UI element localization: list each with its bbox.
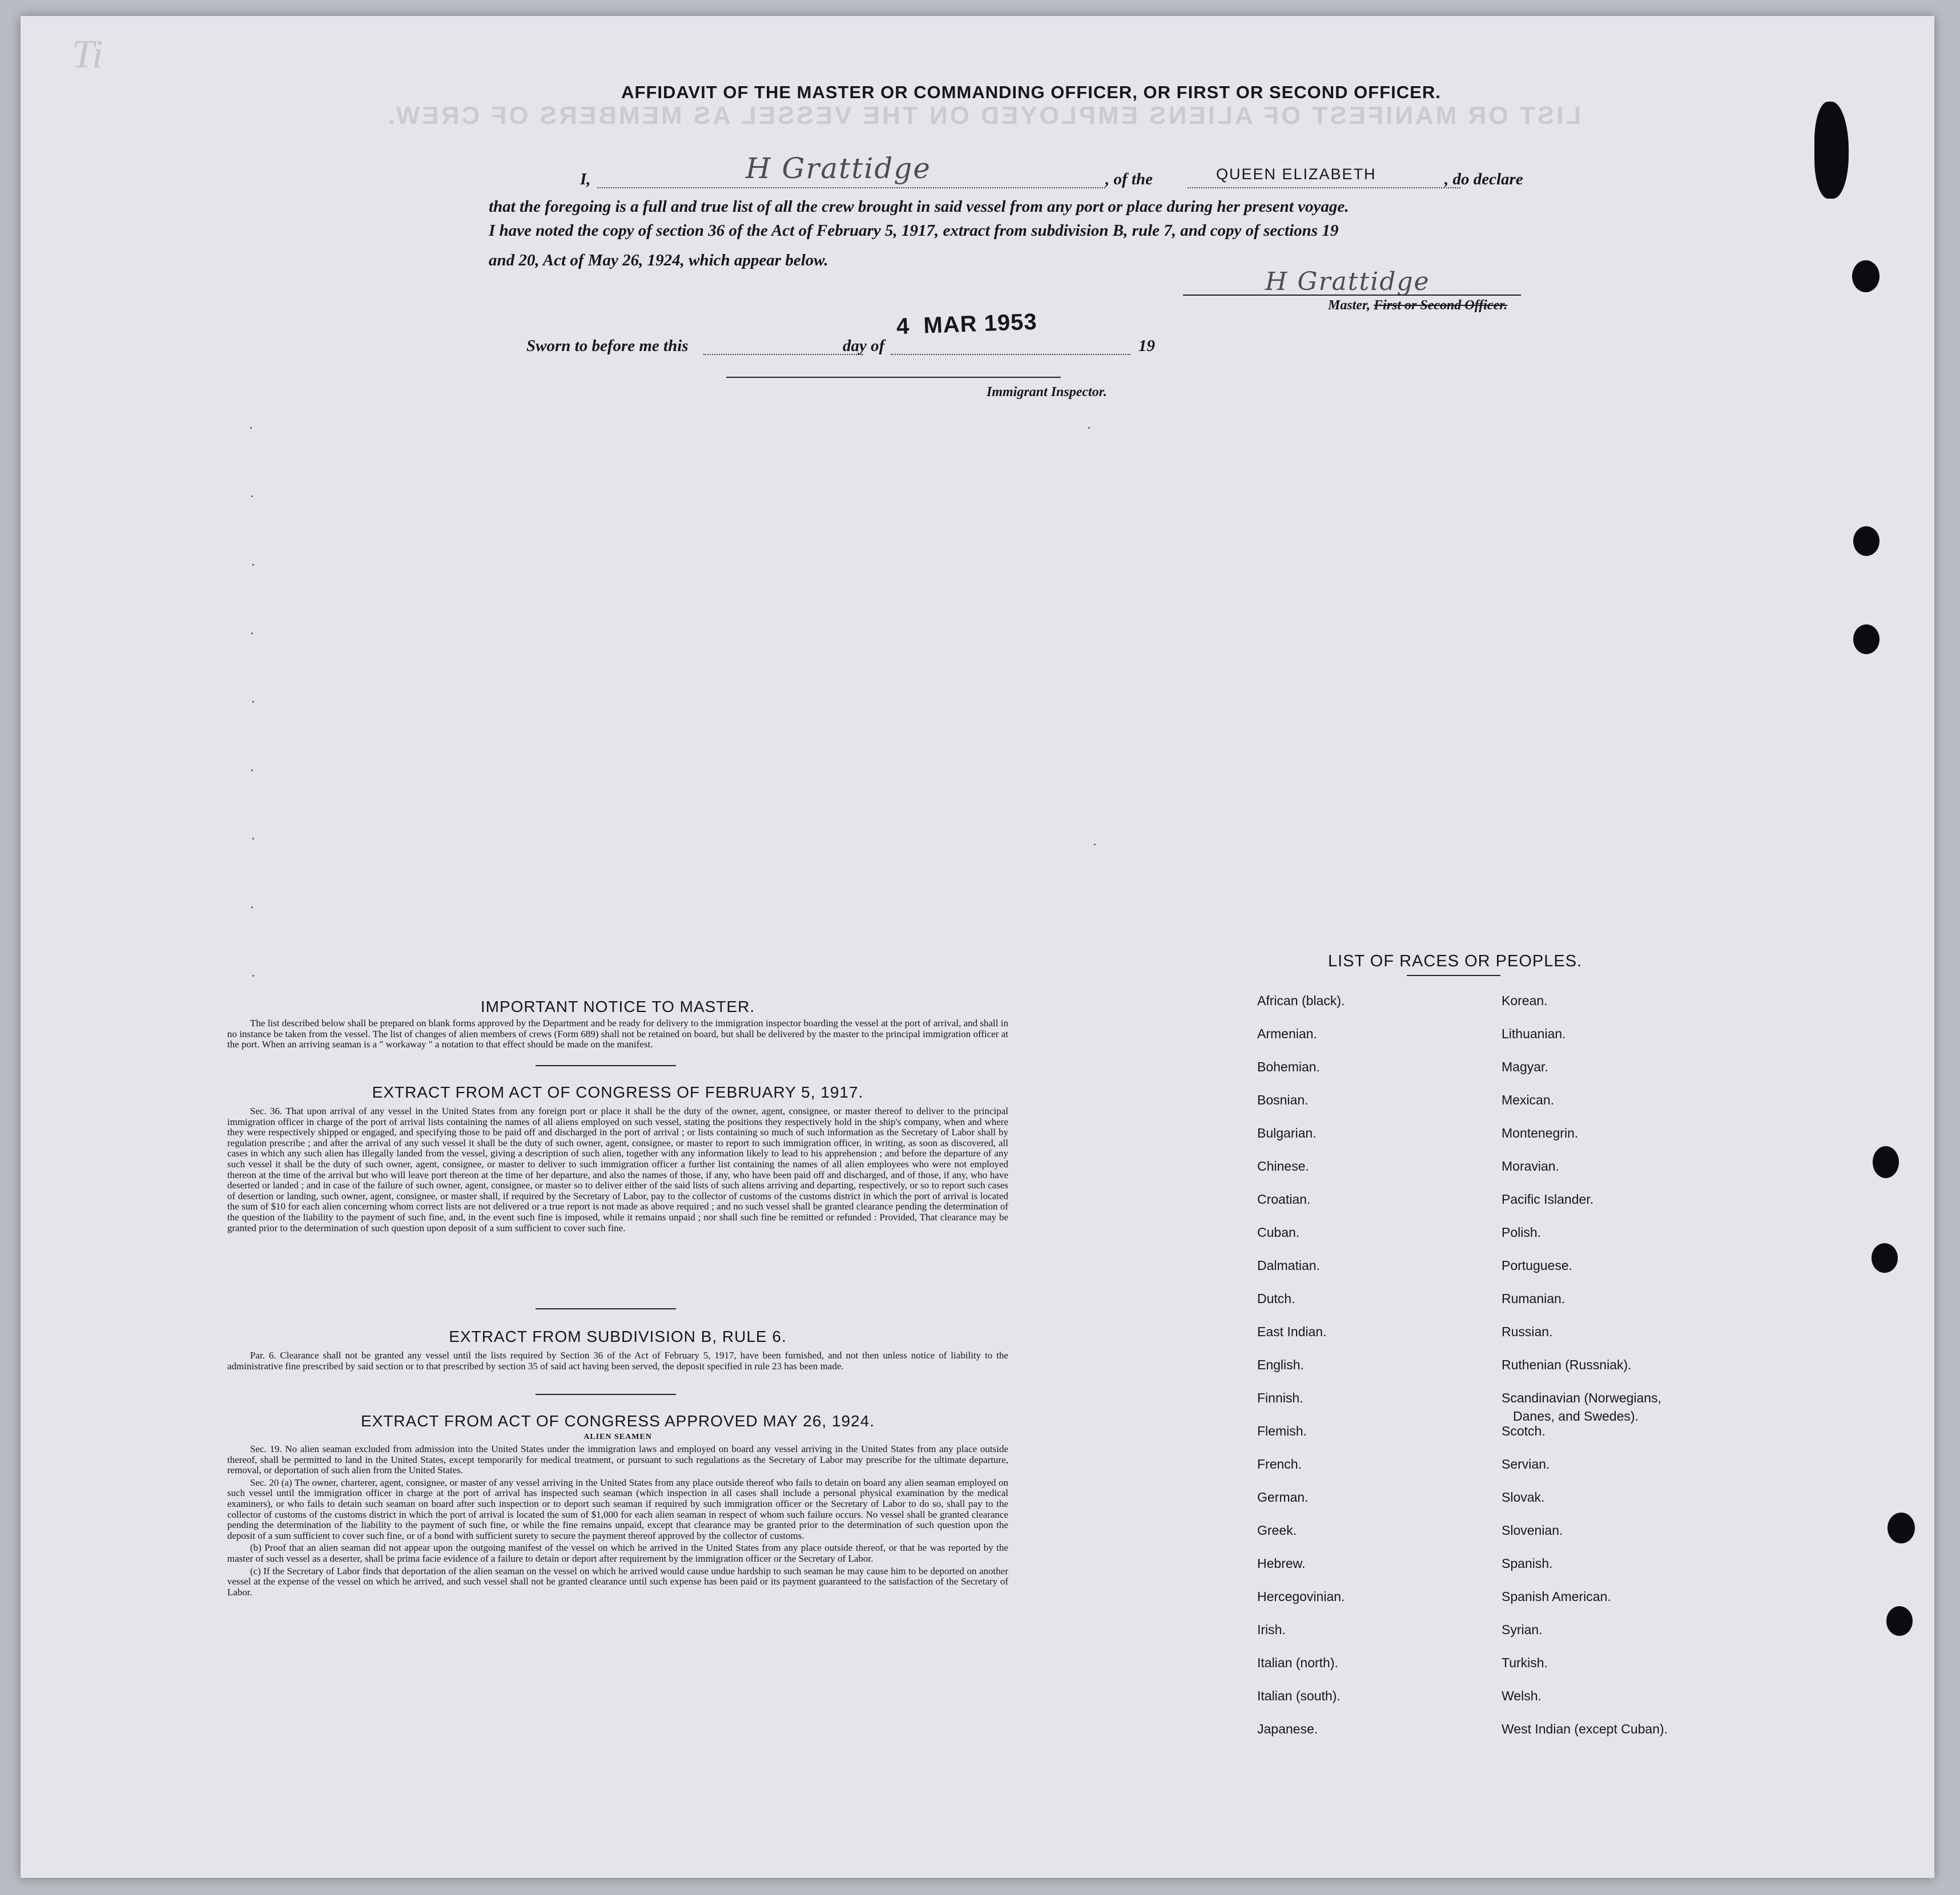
race-item: Moravian. <box>1502 1159 1559 1174</box>
race-item: Syrian. <box>1502 1622 1543 1637</box>
race-item: Bulgarian. <box>1257 1126 1317 1140</box>
punch-hole <box>1886 1606 1913 1636</box>
speck <box>252 564 254 566</box>
race-item: Slovak. <box>1502 1490 1545 1505</box>
sec-19-text: Sec. 19. No alien seaman excluded from admission into the United States under the immigration laws and employed on board any vessel arriving in the United States from any place outside thereof, shall be permitted to land in the United States, except temporarily for medical treatment, or pursuant to such regulations as the Secretary of Labor may prescribe for the ultimate departure, removal, or deportation of such alien from the United States. <box>227 1444 1008 1476</box>
speck <box>252 701 254 703</box>
inspector-label: Immigrant Inspector. <box>987 385 1107 400</box>
race-item: Russian. <box>1502 1324 1553 1339</box>
race-item: Hebrew. <box>1257 1556 1306 1571</box>
vessel-line <box>1188 187 1460 188</box>
punch-hole <box>1853 624 1879 654</box>
speck <box>251 769 253 771</box>
punch-hole <box>1872 1243 1898 1273</box>
race-item: Magyar. <box>1502 1059 1548 1074</box>
affidavit-line-4: and 20, Act of May 26, 1924, which appear below. <box>489 251 828 269</box>
race-item: Croatian. <box>1257 1192 1311 1207</box>
speck <box>1088 427 1090 429</box>
document-page <box>21 16 1934 1878</box>
affidavit-i-label: I, <box>580 170 591 188</box>
master-title-label <box>1328 298 1507 313</box>
sec-20a-text: Sec. 20 (a) The owner, charterer, agent, consignee, or master of any vessel arriving in the United States from any place outside thereof who fails to detain on board any alien seaman employed on such vessel until the immigration officer in charge at the port of arrival has inspected such seaman (which inspection in all cases shall include a personal physical examination by the medical examiners), or who fails to detain such seaman on board after such inspection or to deport such seaman if required by such immigration officer or the Secretary of Labor to do so, shall pay to the collector of customs of the customs district in which the port of arrival is located the sum of $1,000 for each alien seaman in respect of whom such failure occurs. No vessel shall be granted clearance pending the determination of the liability to the payment of such fine, or while the fine remains unpaid, except that clearance may be granted prior to the determination of such question upon the deposit of a sum sufficient to cover such fine, or of a bond with sufficient surety to secure the payment thereof approved by the collector of customs. <box>227 1477 1008 1541</box>
speck <box>252 975 254 977</box>
race-item: Greek. <box>1257 1523 1297 1538</box>
sworn-month-line <box>891 354 1130 355</box>
master-name-line <box>597 187 1105 188</box>
master-name-signature: H Grattidge <box>746 152 931 185</box>
speck <box>251 495 253 497</box>
extract-1917-text: Sec. 36. That upon arrival of any vessel in the United States from any foreign port or place it shall be the duty of the owner, agent, consignee, or master thereof to deliver to the principal immigration officer in charge of the port of arrival lists containing the names of all aliens employed on such vessel, stating the positions they respectively hold in the ship's company, when and where they were respectively shipped or engaged, and specifying those to be paid off and discharged in the port of arrival ; or lists containing so much of such information as the Secretary of Labor shall by regulation prescribe ; and after the arrival of any such vessel it shall be the duty of such owner, agent, consignee, or master to report to such immigration officer, in writing, as soon as discovered, all cases in which any such alien has illegally landed from the vessel, giving a description of such alien, together with any information likely to lead to his apprehension ; and before the departure of any such vessel it shall be the duty of such owner, agent, consignee, or master to deliver to such immigration officer a further list containing the names of all alien employees who were not employed thereon at the time of the arrival but who will leave port thereon at the time of her departure, and also the names of those, if any, who have been paid off and discharged, and of those, if any, who have deserted or landed ; and in case of the failure of such owner, agent, consignee, or master so to deliver either of the said lists of such aliens arriving and departing, respectively, or so to report such cases of desertion or landing, such owner, agent, consignee, or master shall, if required by the Secretary of Labor, pay to the collector of customs of the customs district in which the port of arrival is located the sum of $10 for each alien concerning whom correct lists are not delivered or a true report is not made as above required ; and no such vessel shall be granted clearance pending the determination of the question of the liability to the payment of such fine, and, in the event such fine is imposed, while it remains unpaid ; nor shall such fine be remitted or refunded : Provided, That clearance may be granted prior to the determination of such question upon deposit of a sum sufficient to cover such fine. <box>227 1106 1008 1233</box>
race-item: Portuguese. <box>1502 1258 1573 1273</box>
race-item: Bosnian. <box>1257 1092 1309 1107</box>
punch-hole <box>1887 1513 1915 1543</box>
race-item: Italian (north). <box>1257 1655 1338 1670</box>
race-item: West Indian (except Cuban). <box>1502 1721 1668 1736</box>
day-of-label: day of <box>843 337 885 355</box>
speck <box>1094 844 1096 845</box>
year-suffix: 19 <box>1138 337 1155 355</box>
race-item: African (black). <box>1257 993 1345 1008</box>
race-item: Hercegovinian. <box>1257 1589 1345 1604</box>
race-item: Slovenian. <box>1502 1523 1563 1538</box>
master-struck-label: First or Second Officer. <box>1374 298 1508 313</box>
speck <box>251 906 253 908</box>
extract-1924-title: EXTRACT FROM ACT OF CONGRESS APPROVED MAY 26, 1924. <box>360 1412 875 1430</box>
inspector-signature-line <box>726 377 1061 378</box>
divider-3 <box>536 1394 676 1395</box>
extract-1924-subtitle: ALIEN SEAMEN <box>583 1433 652 1441</box>
of-the-label: , of the <box>1105 170 1153 188</box>
race-item: Mexican. <box>1502 1092 1555 1107</box>
sworn-day-line <box>703 354 863 355</box>
subdivision-b-title: EXTRACT FROM SUBDIVISION B, RULE 6. <box>449 1328 787 1345</box>
race-item: Cuban. <box>1257 1225 1300 1240</box>
speck <box>251 632 253 634</box>
race-item: Finnish. <box>1257 1390 1303 1405</box>
race-item: Flemish. <box>1257 1424 1307 1438</box>
race-item: French. <box>1257 1457 1302 1471</box>
race-item: Spanish American. <box>1502 1589 1611 1604</box>
race-item: Scandinavian (Norwegians, <box>1502 1390 1661 1405</box>
race-item: Polish. <box>1502 1225 1542 1240</box>
race-scandinavian-continued: Danes, and Swedes). <box>1513 1409 1639 1424</box>
master-signature-line <box>1183 295 1521 296</box>
extract-1924-body <box>227 1444 1008 1599</box>
sec-20b-text: (b) Proof that an alien seaman did not appear upon the outgoing manifest of the vessel on which he arrived in the United States from any place outside thereof, or that he was reported by the master of such vessel as a deserter, shall be prima facie evidence of a failure to detain or deport after requirement by the immigration officer or the Secretary of Labor. <box>227 1542 1008 1564</box>
speck <box>250 427 252 429</box>
race-item: Scotch. <box>1502 1424 1546 1438</box>
sec-20c-text: (c) If the Secretary of Labor finds that deportation of the alien seaman on the vessel on which he arrived would cause undue hardship to such seaman he may cause him to be deported on another vessel at the expense of the vessel on which he arrived, and such vessel shall not be granted clearance until such expense has been paid or its payment guaranteed to the satisfaction of the Secretary of Labor. <box>227 1565 1008 1598</box>
master-signature: H Grattidge <box>1265 267 1430 296</box>
race-item: Armenian. <box>1257 1026 1317 1041</box>
race-item: Pacific Islander. <box>1502 1192 1594 1207</box>
extract-1917-title: EXTRACT FROM ACT OF CONGRESS OF FEBRUARY 5, 1917. <box>372 1083 864 1101</box>
sworn-label: Sworn to before me this <box>526 337 689 355</box>
race-item: Ruthenian (Russniak). <box>1502 1357 1632 1372</box>
corner-mark: Ti <box>72 33 103 76</box>
race-item: English. <box>1257 1357 1304 1372</box>
vessel-name: QUEEN ELIZABETH <box>1216 166 1377 183</box>
divider-1 <box>536 1065 676 1066</box>
race-item: Dalmatian. <box>1257 1258 1320 1273</box>
punch-hole <box>1853 526 1879 556</box>
race-item: Montenegrin. <box>1502 1126 1579 1140</box>
subdivision-b-text: Par. 6. Clearance shall not be granted any vessel until the lists required by Section 36 of the Act of February 5, 1917, have been furnished, and not then unless notice of liability to the administrative fine prescribed by said section or to that prescribed by section 35 of said act having been served, the deposit specified in rule 23 has been made. <box>227 1350 1008 1372</box>
speck <box>252 838 254 840</box>
punch-hole <box>1852 260 1879 292</box>
notice-text: The list described below shall be prepared on blank forms approved by the Department and be ready for delivery to the immigration inspector boarding the vessel at the port of arrival, and shall in no instance be taken from the vessel. The list of changes of alien members of crews (Form 689) shall not be retained on board, but shall be delivered by the master to the principal immigration officer at the port. When an arriving seaman is a " workaway " a notation to that effect should be made on the manifest. <box>227 1018 1008 1050</box>
races-title-rule <box>1407 975 1500 976</box>
affidavit-line-3: I have noted the copy of section 36 of the Act of February 5, 1917, extract from subdivision B, rule 7, and copy of sections 19 <box>489 221 1339 240</box>
race-item: Irish. <box>1257 1622 1286 1637</box>
date-stamp: 4 MAR 1953 <box>896 309 1038 340</box>
race-item: Japanese. <box>1257 1721 1318 1736</box>
punch-hole <box>1873 1146 1899 1178</box>
race-item: Lithuanian. <box>1502 1026 1566 1041</box>
affidavit-title: AFFIDAVIT OF THE MASTER OR COMMANDING OFFICER, OR FIRST OR SECOND OFFICER. <box>621 82 1441 102</box>
race-item: Italian (south). <box>1257 1688 1341 1703</box>
race-item: Welsh. <box>1502 1688 1542 1703</box>
divider-2 <box>536 1308 676 1309</box>
ink-blot <box>1814 102 1849 199</box>
affidavit-line-2: that the foregoing is a full and true list of all the crew brought in said vessel from any port or place during her present voyage. <box>489 197 1349 216</box>
races-title: LIST OF RACES OR PEOPLES. <box>1328 952 1583 970</box>
race-item: Korean. <box>1502 993 1548 1008</box>
race-item: Rumanian. <box>1502 1291 1565 1306</box>
race-item: Dutch. <box>1257 1291 1295 1306</box>
master-label: Master, <box>1328 298 1371 313</box>
race-item: Spanish. <box>1502 1556 1553 1571</box>
notice-title: IMPORTANT NOTICE TO MASTER. <box>480 998 755 1015</box>
race-item: German. <box>1257 1490 1309 1505</box>
ghost-header: LIST OR MANIFEST OF ALIENS EMPLOYED ON THE VESSEL AS MEMBERS OF CREW. <box>386 102 1581 130</box>
race-item: East Indian. <box>1257 1324 1327 1339</box>
race-item: Chinese. <box>1257 1159 1309 1174</box>
race-item: Bohemian. <box>1257 1059 1320 1074</box>
race-item: Turkish. <box>1502 1655 1548 1670</box>
do-declare-label: , do declare <box>1444 170 1523 188</box>
race-item: Servian. <box>1502 1457 1550 1471</box>
